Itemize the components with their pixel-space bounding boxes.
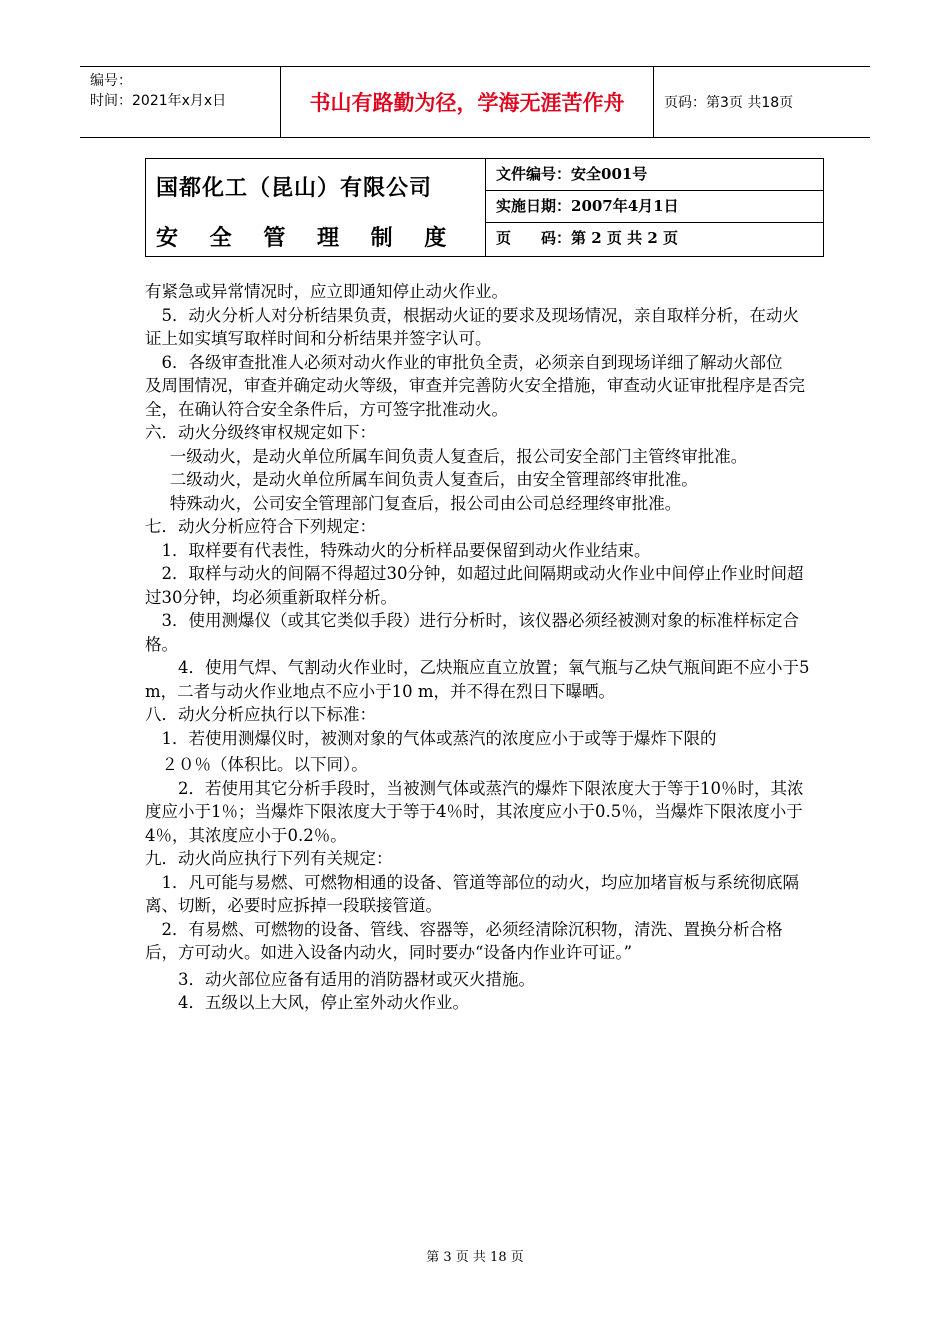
paragraph: 有紧急或异常情况时，应立即通知停止动火作业。 — [145, 282, 508, 301]
paragraph: 6．各级审查批准人必须对动火作业的审批负全责，必须亲自到现场详细了解动火部位 — [161, 352, 783, 372]
paragraph: 二级动火，是动火单位所属车间负责人复查后，由安全管理部终审批准。 — [169, 470, 698, 489]
paragraph: 4．使用气焊、气割动火作业时，乙炔瓶应直立放置；氧气瓶与乙炔气瓶间距不应小于5 m，二者与动火作业地点不应小于10 m，并不得在烈日下曝晒。 — [145, 658, 810, 701]
paragraph: ２０％（体积比。以下同）。 — [161, 755, 368, 774]
paragraph: 4．五级以上大风，停止室外动火作业。 — [178, 993, 469, 1012]
paragraph: 3．使用测爆仪（或其它类似手段）进行分析时，该仪器必须经被测对象的标准样标定合格。 — [145, 611, 799, 654]
paragraph: 一级动火，是动火单位所属车间负责人复查后，报公司安全部门主管终审批准。 — [169, 446, 748, 466]
paragraph: 1．取样要有代表性，特殊动火的分析样品要保留到动火作业结束。 — [161, 540, 651, 560]
paragraph: 1．若使用测爆仪时，被测对象的气体或蒸汽的浓度应小于或等于爆炸下限的 — [161, 728, 717, 748]
section-heading: 八．动火分析应执行以下标准： — [145, 705, 376, 724]
header-meta — [80, 67, 281, 137]
paragraph: 3．动火部位应备有适用的消防器材或灭火措施。 — [178, 969, 535, 989]
header-page-info: 页码：第3页 共18页 — [664, 95, 794, 111]
paragraph: 及周围情况，审查并确定动火等级，审查并完善防火安全措施，审查动火证审批程序是否完全，在确认符合安全条件后，方可签字批准动火。 — [145, 376, 805, 419]
paragraph: 2．有易燃、可燃物的设备、管线、容器等，必须经清除沉积物，清洗、置换分析合格后，方可动火。如进入设备内动火，同时要办“设备内作业许可证。” — [145, 919, 783, 962]
paragraph: 2．若使用其它分析手段时，当被测气体或蒸汽的爆炸下限浓度大于等于10％时，其浓度应小于1％；当爆炸下限浓度大于等于4％时，其浓度应小于0.5％，当爆炸下限浓度小于4％，其浓度应小于0.2％。 — [145, 778, 804, 845]
company-name: 国都化工（昆山）有限公司 — [156, 176, 433, 201]
number-label: 编号： — [90, 73, 132, 89]
section-heading: 六．动火分级终审权规定如下： — [145, 423, 376, 442]
section-heading: 九．动火尚应执行下列有关规定： — [145, 849, 393, 868]
paragraph: 5．动火分析人对分析结果负责，根据动火证的要求及现场情况，亲自取样分析，在动火证上如实填写取样时间和分析结果并签字认可。 — [145, 305, 799, 348]
running-header — [80, 66, 870, 138]
time-label: 时间：2021年x月x日 — [90, 93, 227, 109]
effective-date: 实施日期：2007年4月1日 — [486, 191, 823, 223]
document-header-table — [145, 158, 824, 257]
paragraph: 1．凡可能与易燃、可燃物相通的设备、管道等部位的动火，均应加堵盲板与系统彻底隔离、切断，必要时应拆掉一段联接管道。 — [145, 872, 799, 915]
paragraph: 2．取样与动火的间隔不得超过30分钟，如超过此间隔期或动火作业中间停止作业时间超过30分钟，均必须重新取样分析。 — [145, 564, 804, 607]
section-heading: 七．动火分析应符合下列规定： — [145, 517, 376, 536]
slogan: 书山有路勤为径，学海无涯苦作舟 — [281, 67, 654, 137]
company-cell — [146, 159, 486, 256]
doc-page: 页 码：第 2 页 共 2 页 — [496, 229, 678, 247]
file-number: 文件编号：安全001号 — [486, 159, 823, 191]
page-footer: 第 3 页 共 18 页 — [426, 1250, 524, 1265]
document-info-cell — [486, 159, 823, 256]
paragraph: 特殊动火，公司安全管理部门复查后，报公司由公司总经理终审批准。 — [169, 493, 682, 513]
document-body — [145, 280, 810, 1015]
document-title: 安 全 管 理 制 度 — [156, 226, 459, 251]
